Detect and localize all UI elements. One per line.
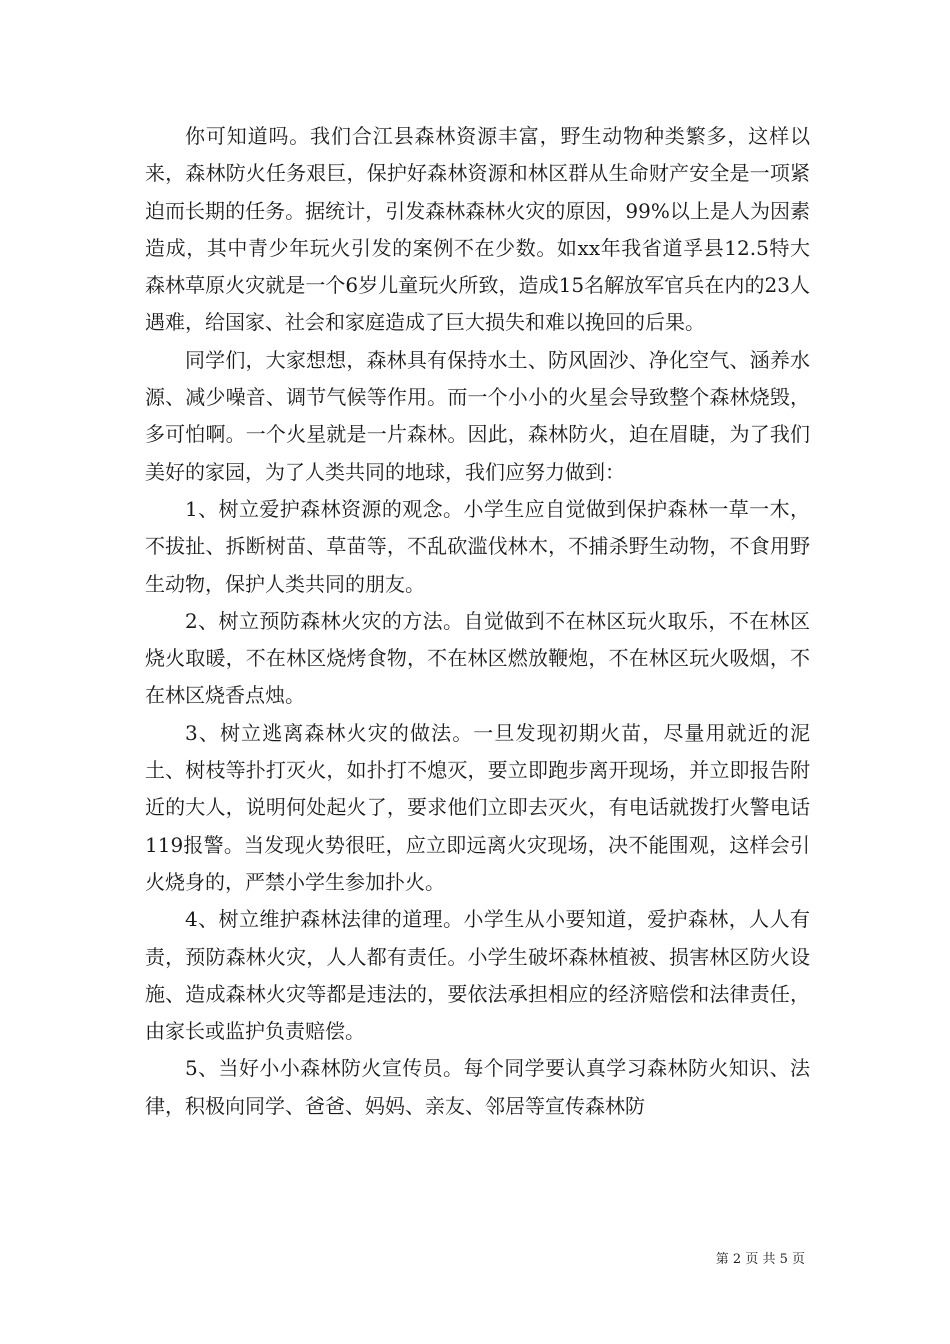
paragraph-intro: 你可知道吗。我们合江县森林资源丰富，野生动物种类繁多，这样以来，森林防火任务艰巨，保护好森林资源和林区群从生命财产安全是一项紧迫而长期的任务。据统计，引发森林森林火灾的原因，99%以上是人为因素造成，其中青少年玩火引发的案例不在少数。如xx年我省道孚县12.5特大森林草原火灾就是一个6岁儿童玩火所致，造成15名解放军官兵在内的23人遇难，给国家、社会和家庭造成了巨大损失和难以挽回的后果。 bbox=[145, 124, 810, 335]
paragraph-item-3: 3、树立逃离森林火灾的做法。一旦发现初期火苗，尽量用就近的泥土、树枝等扑打灭火，如扑打不熄灭，要立即跑步离开现场，并立即报告附近的大人，说明何处起火了，要求他们立即去灭火，有电话就拨打火警电话119报警。当发现火势很旺，应立即远离火灾现场，决不能围观，这样会引火烧身的，严禁小学生参加扑火。 bbox=[145, 720, 810, 894]
paragraph-item-5: 5、当好小小森林防火宣传员。每个同学要认真学习森林防火知识、法律，积极向同学、爸爸、妈妈、亲友、邻居等宣传森林防 bbox=[145, 1056, 810, 1118]
document-body bbox=[145, 118, 810, 1125]
page-number-footer: 第 2 页 共 5 页 bbox=[715, 1252, 805, 1267]
paragraph-item-4: 4、树立维护森林法律的道理。小学生从小要知道，爱护森林，人人有责，预防森林火灾，人人都有责任。小学生破坏森林植被、损害林区防火设施、造成森林火灾等都是违法的，要依法承担相应的经济赔偿和法律责任，由家长或监护负责赔偿。 bbox=[145, 907, 810, 1044]
paragraph-item-1: 1、树立爱护森林资源的观念。小学生应自觉做到保护森林一草一木，不拔扯、拆断树苗、草苗等，不乱砍滥伐林木，不捕杀野生动物，不食用野生动物，保护人类共同的朋友。 bbox=[145, 496, 810, 596]
paragraph-forest-role: 同学们，大家想想，森林具有保持水土、防风固沙、净化空气、涵养水源、减少噪音、调节气候等作用。而一个小小的火星会导致整个森林烧毁，多可怕啊。一个火星就是一片森林。因此，森林防火，迫在眉睫，为了我们美好的家园，为了人类共同的地球，我们应努力做到： bbox=[145, 347, 810, 484]
paragraph-item-2: 2、树立预防森林火灾的方法。自觉做到不在林区玩火取乐，不在林区烧火取暖，不在林区烧烤食物，不在林区燃放鞭炮，不在林区玩火吸烟，不在林区烧香点烛。 bbox=[145, 608, 810, 708]
